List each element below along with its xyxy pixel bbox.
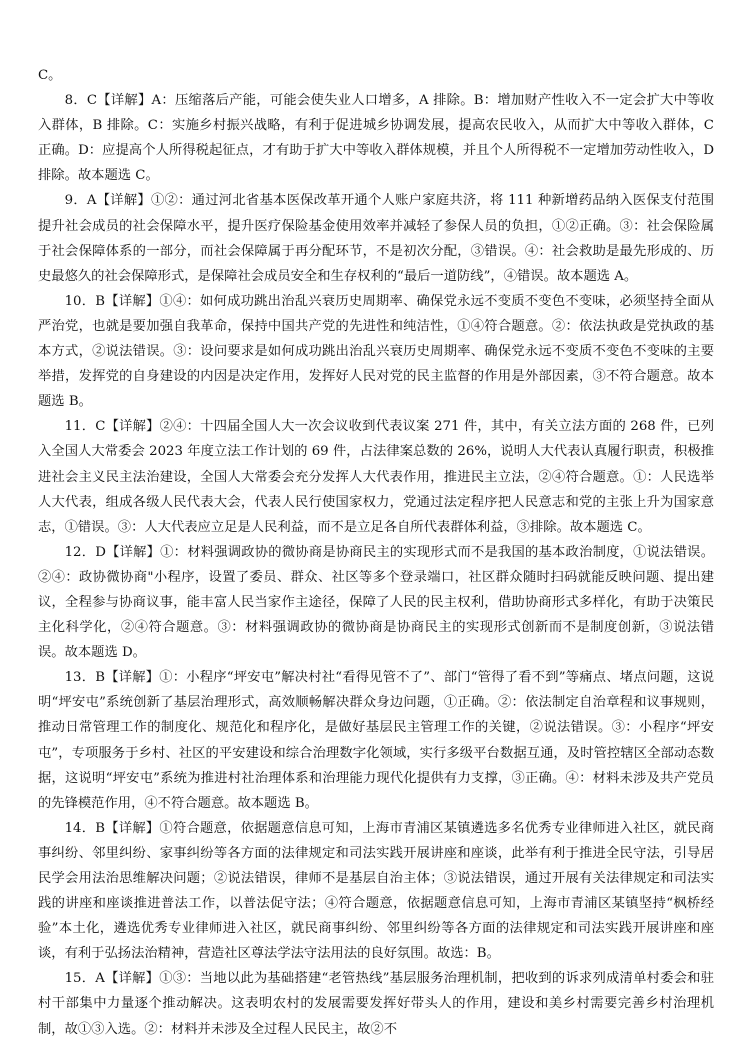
paragraph-continuation: C。 <box>38 68 62 83</box>
answer-explanation-15: 15．A【详解】①③：当地以此为基础搭建“老管热线”基层服务治理机制，把收到的诉求列成清单村委会和驻村干部集中力量逐个推动解决。这表明农村的发展需要发挥好带头人的作用，建设和美乡村需要完善乡村治理机制，故①③入选。②：材料并未涉及全过程人民民主，故②不 <box>38 971 714 1037</box>
answer-explanation-11: 11．C【详解】②④：十四届全国人大一次会议收到代表议案 271 件，其中，有关立法方面的 268 件，已列入全国人大常委会 2023 年度立法工作计划的 69 件，占法律案总数的 26%，说明人大代表认真履行职责，积极推进社会主义民主法治建设，全国人大常委会充分发挥人大代表作用，推进民主立法，②④符合题意。①：人民选举人大代表，组成各级人民代表大会，代表人民行使国家权力，党通过法定程序把人民意志和党的主张上升为国家意志，①错误。③：人大代表应立足是人民利益，而不是立足各自所代表群体利益，③排除。故本题选 C。 <box>38 419 714 535</box>
answer-explanation-8: 8．C【详解】A：压缩落后产能，可能会使失业人口增多，A 排除。B：增加财产性收入不一定会扩大中等收入群体，B 排除。C：实施乡村振兴战略，有利于促进城乡协调发展，提高农民收入，从而扩大中等收入群体，C 正确。D：应提高个人所得税起征点，才有助于扩大中等收入群体规模，并且个人所得税不一定增加劳动性收入，D 排除。故本题选 C。 <box>38 93 714 184</box>
answer-explanation-13: 13．B【详解】①：小程序“坪安屯”解决村社“看得见管不了”、部门“管得了看不到”等痛点、堵点问题，这说明“坪安屯”系统创新了基层治理形式，高效顺畅解决群众身边问题，①正确。②：依法制定自治章程和议事规则，推动日常管理工作的制度化、规范化和程序化，是做好基层民主管理工作的关键，②说法错误。③：小程序“坪安屯”，专项服务于乡村、社区的平安建设和综合治理数字化领域，实行多级平台数据互通，及时管控辖区全部动态数据，这说明“坪安屯”系统为推进村社治理体系和治理能力现代化提供有力支撑，③正确。④：材料未涉及共产党员的先锋模范作用，④不符合题意。故本题选 B。 <box>38 670 714 811</box>
answer-explanation-12: 12．D【详解】①：材料强调政协的微协商是协商民主的实现形式而不是我国的基本政治制度，①说法错误。②④：政协微协商"小程序，设置了委员、群众、社区等多个登录端口，社区群众随时扫码就能反映问题、提出建议，全程参与协商议事，能丰富人民当家作主途径，保障了人民的民主权利，借助协商形式多样化，有助于决策民主化科学化，②④符合题意。③：材料强调政协的微协商是协商民主的实现形式创新而不是制度创新，③说法错误。故本题选 D。 <box>38 544 714 661</box>
answer-explanation-9: 9．A【详解】①②：通过河北省基本医保改革开通个人账户家庭共济，将 111 种新增药品纳入医保支付范围提升社会成员的社会保障水平，提升医疗保险基金使用效率并减轻了参保人员的负担，①②正确。③：社会保险属于社会保障体系的一部分，而社会保障属于再分配环节，不是初次分配，③错误。④：社会救助是最先形成的、历史最悠久的社会保障形式，是保障社会成员安全和生存权利的“最后一道防线”，④错误。故本题选 A。 <box>38 193 714 284</box>
answer-explanation-10: 10．B【详解】①④：如何成功跳出治乱兴衰历史周期率、确保党永远不变质不变色不变味，必须坚持全面从严治党，也就是要加强自我革命，保持中国共产党的先进性和纯洁性，①④符合题意。②：依法执政是党执政的基本方式，②说法错误。③：设问要求是如何成功跳出治乱兴衰历史周期率、确保党永远不变质不变色不变味的主要举措，发挥党的自身建设的内因是决定作用，发挥好人民对党的民主监督的作用是外部因素，③不符合题意。故本题选 B。 <box>38 293 714 410</box>
answer-explanation-14: 14．B【详解】①符合题意，依据题意信息可知，上海市青浦区某镇遴选多名优秀专业律师进入社区，就民商事纠纷、邻里纠纷、家事纠纷等各方面的法律规定和司法实践开展讲座和座谈，此举有利于推进全民守法，引导居民学会用法治思维解决问题；②说法错误，律师不是基层自治主体；③说法错误，通过开展有关法律规定和司法实践的讲座和座谈推进普法工作，以普法促守法；④符合题意，依据题意信息可知，上海市青浦区某镇坚持“枫桥经验”本土化，遴选优秀专业律师进入社区，就民商事纠纷、邻里纠纷等各方面的法律规定和司法实践开展讲座和座谈，有利于弘扬法治精神，营造社区尊法学法守法用法的良好氛围。故选：B。 <box>38 820 714 962</box>
